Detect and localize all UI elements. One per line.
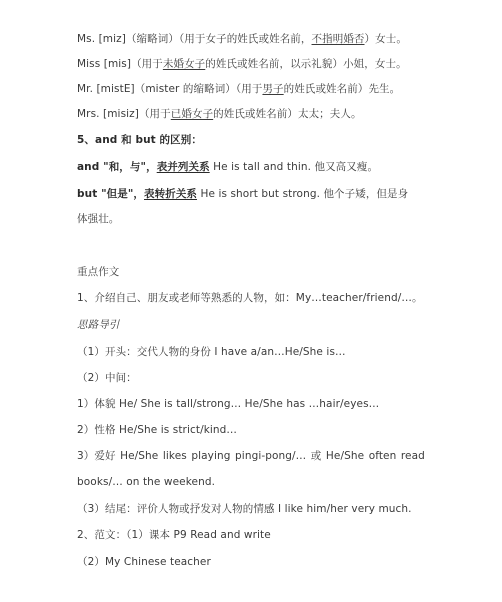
title-ms-underlined: 不指明婚否 [311,33,365,45]
but-line-continued: 体强壮。 [77,213,120,225]
title-mrs-end: 的姓氏或姓名前）太太；夫人。 [213,108,362,120]
hobby-word: playing [191,450,231,462]
guide-title: 思路导引 [77,319,120,331]
title-mr-text: Mr. [mistE]（mister 的缩略词）（用于 [77,83,263,95]
but-line [77,187,408,201]
guide-opening: （1）开头：交代人物的身份 I have a/an…He/She is… [77,346,346,358]
title-miss-underlined: 未婚女子 [162,58,206,70]
title-mr-end: 的姓氏或姓名前）先生。 [283,83,401,95]
and-example: He is tall and thin. 他又高又瘦。 [209,161,379,173]
title-mrs-underlined: 已婚女子 [170,108,214,120]
title-miss-end: 的姓氏或姓名前，以示礼貌）小姐，女士。 [205,58,407,70]
hobby-word: often [368,450,397,462]
title-ms-text: Ms. [miz]（缩略词）（用于女子的姓氏或姓名前， [77,33,312,45]
sample-item-2: （2）My Chinese teacher [77,556,211,568]
and-relation: 表并列关系 [156,161,210,173]
hobby-word: likes [162,450,187,462]
hobby-word: 或 [310,450,322,462]
and-but-heading: 5、and 和 but 的区别： [77,134,202,146]
sample-heading: 2、范文：（1）课本 P9 Read and write [77,529,271,541]
writing-heading: 重点作文 [77,266,120,278]
title-mrs-line [77,107,362,121]
writing-task: 1、介绍自己、朋友或老师等熟悉的人物，如：My…teacher/friend/…。 [77,292,423,304]
title-mrs-text: Mrs. [misiz]（用于 [77,108,171,120]
guide-hobby-line [77,449,425,463]
and-word: and "和，与"， [77,161,157,173]
guide-looks: 1）体貌 He/ She is tall/strong… He/She has …hair/eyes… [77,398,380,410]
guide-character: 2）性格 He/She is strict/kind… [77,424,238,436]
title-miss-text: Miss [mis]（用于 [77,58,163,70]
title-ms-line [77,32,407,46]
title-mr-underlined: 男子 [262,83,284,95]
hobby-word: He/She [325,450,365,462]
and-line [77,160,378,174]
title-mr-line [77,82,400,96]
but-word: but "但是"， [77,188,145,200]
guide-middle: （2）中间： [77,372,137,384]
hobby-word: 3）爱好 [77,450,116,462]
title-miss-line [77,57,407,71]
hobby-word: He/She [120,450,159,462]
but-example: He is short but strong. 他个子矮，但是身 [197,188,409,200]
hobby-word: read [400,450,425,462]
but-relation: 表转折关系 [144,188,198,200]
hobby-word: pingi-pong/… [235,450,307,462]
title-ms-end: ）女士。 [364,33,407,45]
guide-hobby-continued: books/… on the weekend. [77,476,216,488]
guide-ending: （3）结尾：评价人物或抒发对人物的情感 I like him/her very much. [77,503,412,515]
